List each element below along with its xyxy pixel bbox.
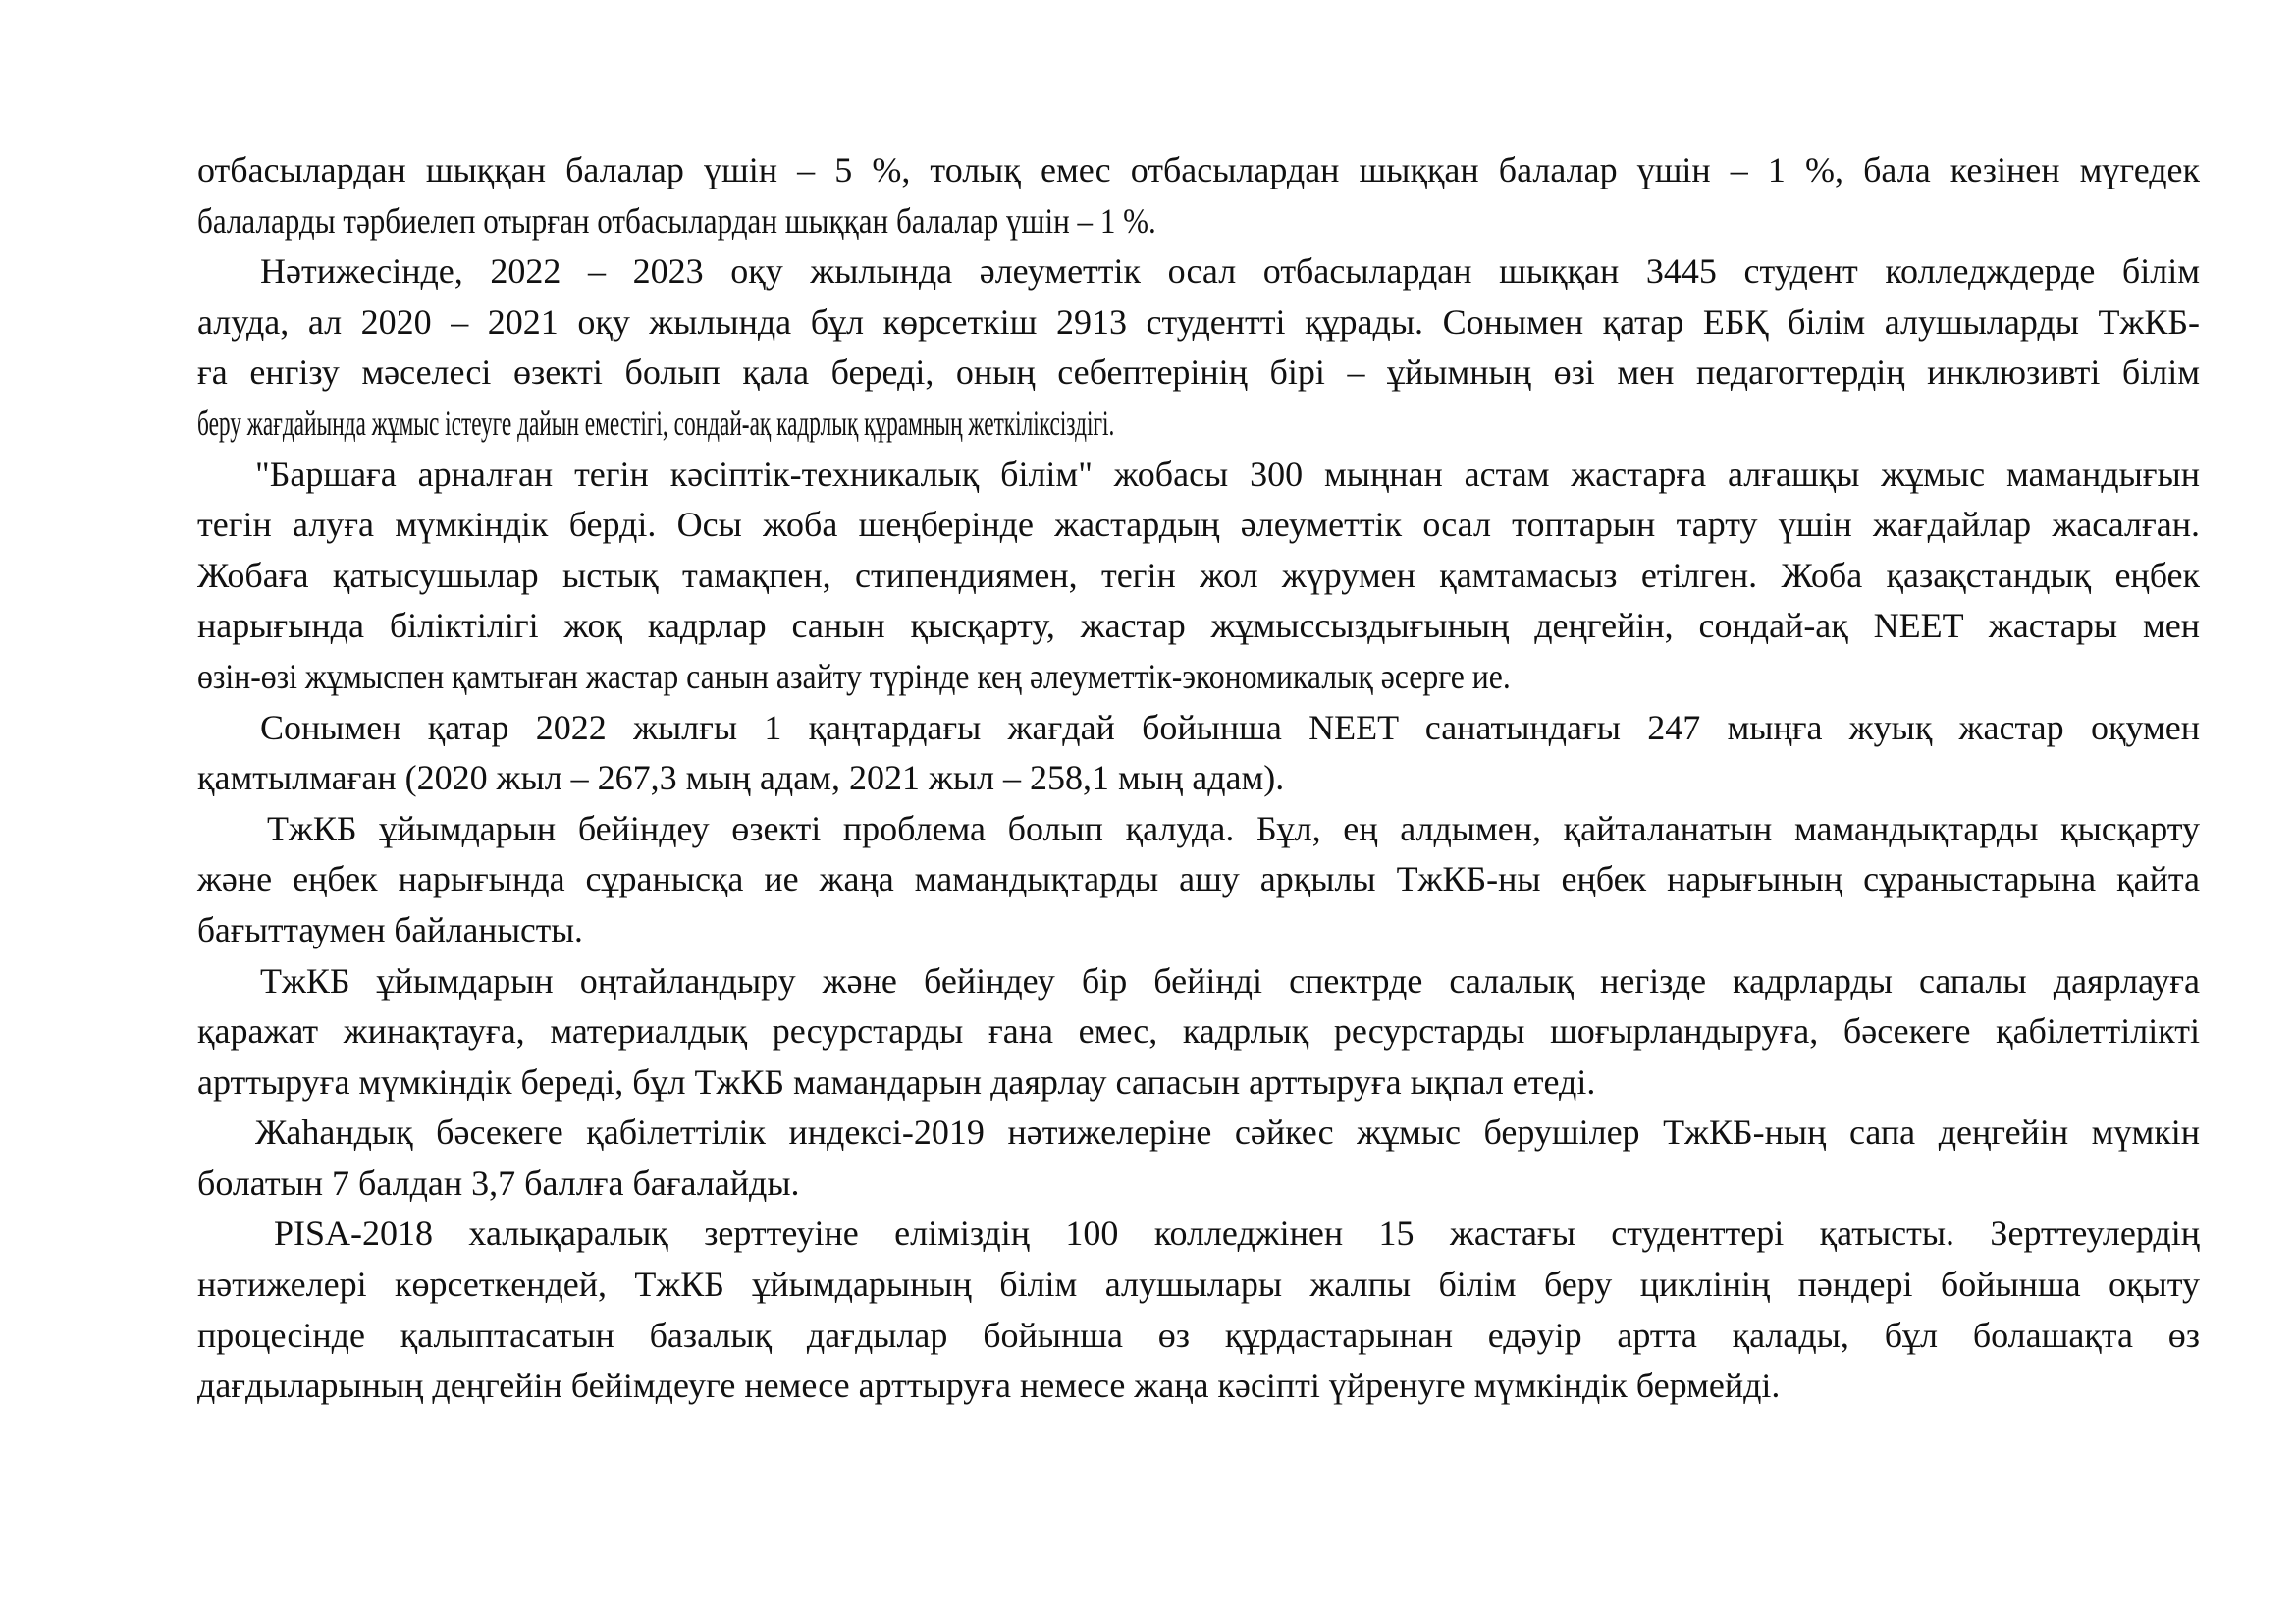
- text-line: [197, 196, 2200, 247]
- line-text: ТжКБ ұйымдарын бейіндеу өзекті проблема болып қалуда. Бұл, ең алдымен, қайталанатын мамандықтарды қысқарту: [267, 808, 2200, 848]
- line-text: және еңбек нарығында сұранысқа ие жаңа мамандықтарды ашу арқылы ТжКБ-ны еңбек нарығының сұраныстарына қайта: [197, 859, 2200, 899]
- line-text: беру жағдайында жұмыс істеуге дайын еместігі, сондай-ақ кадрлық құрамның жеткіліксіздігі.: [197, 403, 1115, 443]
- paragraph: [197, 450, 2200, 703]
- line-text: Жаһандық бәсекеге қабілеттілік индексі-2019 нәтижелеріне сәйкес жұмыс берушілер ТжКБ-ның сапа деңгейін мүмкін: [255, 1112, 2200, 1153]
- paragraph-continuation: [197, 145, 2200, 246]
- paragraph: [197, 1108, 2200, 1209]
- paragraph: [197, 703, 2200, 804]
- text-line: [197, 854, 2200, 905]
- text-line: [197, 601, 2200, 652]
- text-line: [197, 905, 2200, 956]
- line-text: нәтижелері көрсеткендей, ТжКБ ұйымдарының білім алушылары жалпы білім беру циклінің пәндері бойынша оқыту: [197, 1265, 2200, 1305]
- paragraph: [197, 804, 2200, 956]
- text-line: [197, 1159, 2200, 1210]
- text-line: [197, 399, 2200, 450]
- text-line: [197, 450, 2200, 501]
- text-line: [197, 1311, 2200, 1362]
- line-text: Нәтижесінде, 2022 – 2023 оқу жылында әлеуметтік осал отбасылардан шыққан 3445 студент колледждерде білім: [260, 251, 2200, 292]
- line-text: ТжКБ ұйымдарын оңтайландыру және бейіндеу бір бейінді спектрде салалық негізде кадрларды сапалы даярлауға: [260, 960, 2200, 1001]
- text-line: [197, 956, 2200, 1007]
- text-line: [197, 753, 2200, 804]
- text-line: [197, 652, 2200, 703]
- text-line: [197, 145, 2200, 196]
- line-text: отбасылардан шыққан балалар үшін – 5 %, толық емес отбасылардан шыққан балалар үшін – 1 %, бала кезінен мүгедек: [197, 150, 2200, 189]
- line-text: тегін алуға мүмкіндік берді. Осы жоба шеңберінде жастардың әлеуметтік осал топтарын тарту үшін жағдайлар жасалған.: [197, 505, 2200, 545]
- line-text: Сонымен қатар 2022 жылғы 1 қаңтардағы жағдай бойынша NEET санатындағы 247 мыңға жуық жастар оқумен: [260, 707, 2200, 747]
- line-text: алуда, ал 2020 – 2021 оқу жылында бұл көрсеткіш 2913 студентті құрады. Сонымен қатар ЕБҚ білім алушыларды ТжКБ-: [197, 301, 2200, 342]
- paragraph: [197, 956, 2200, 1109]
- line-text: балаларды тәрбиелеп отырған отбасылардан шыққан балалар үшін – 1 %.: [197, 200, 1156, 241]
- paragraph: [197, 246, 2200, 449]
- line-text: Жобаға қатысушылар ыстық тамақпен, стипендиямен, тегін жол жүрумен қамтамасыз етілген. Жоба қазақстандық еңбек: [197, 555, 2200, 595]
- text-line: [197, 551, 2200, 602]
- line-text: ға енгізу мәселесі өзекті болып қала береді, оның себептерінің бірі – ұйымның өзі мен педагогтердің инклюзивті білім: [197, 352, 2200, 393]
- line-text: бағыттаумен байланысты.: [197, 909, 583, 949]
- line-text: қаражат жинақтауға, материалдық ресурстарды ғана емес, кадрлық ресурстарды шоғырландыруға, бәсекеге қабілеттілікті: [197, 1011, 2200, 1052]
- text-line: [197, 703, 2200, 754]
- text-line: [197, 1006, 2200, 1057]
- line-text: болатын 7 балдан 3,7 баллға бағалайды.: [197, 1163, 800, 1203]
- text-line: [197, 298, 2200, 349]
- text-line: [197, 1260, 2200, 1311]
- line-text: арттыруға мүмкіндік береді, бұл ТжКБ мамандарын даярлау сапасын арттыруға ықпал етеді.: [197, 1061, 1596, 1102]
- line-text: процесінде қалыптасатын базалық дағдылар бойынша өз құрдастарынан едәуір артта қалады, бұл болашақта өз: [197, 1315, 2200, 1355]
- line-text: өзін-өзі жұмыспен қамтыған жастар санын азайту түрінде кең әлеуметтік-экономикалық әсерге ие.: [197, 656, 1511, 696]
- text-line: [197, 348, 2200, 399]
- paragraph: [197, 1209, 2200, 1411]
- text-line: [197, 1057, 2200, 1109]
- line-text: нарығында біліктілігі жоқ кадрлар санын қысқарту, жастар жұмыссыздығының деңгейін, сондай-ақ NEET жастары мен: [197, 606, 2200, 646]
- text-line: [197, 804, 2200, 855]
- text-line: [197, 1209, 2200, 1260]
- line-text: "Баршаға арналған тегін кәсіптік-техникалық білім" жобасы 300 мыңнан астам жастарға алғашқы жұмыс мамандығын: [255, 454, 2200, 494]
- line-text: PISA-2018 халықаралық зерттеуіне еліміздің 100 колледжінен 15 жастағы студенттері қатысты. Зерттеулердің: [274, 1214, 2200, 1254]
- text-line: [197, 500, 2200, 551]
- line-text: қамтылмаған (2020 жыл – 267,3 мың адам, 2021 жыл – 258,1 мың адам).: [197, 758, 1285, 798]
- text-line: [197, 1361, 2200, 1412]
- document-body: [197, 145, 2200, 1412]
- line-text: дағдыларының деңгейін бейімдеуге немесе арттыруға немесе жаңа кәсіпті үйренуге мүмкіндік бермейді.: [197, 1366, 1781, 1406]
- text-line: [197, 1108, 2200, 1159]
- text-line: [197, 246, 2200, 298]
